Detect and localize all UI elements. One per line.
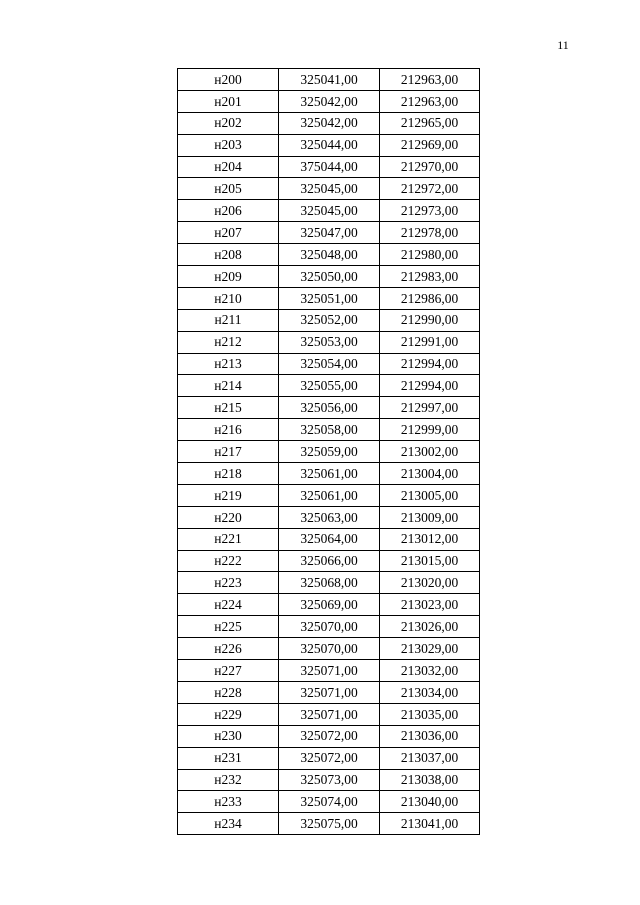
table-row xyxy=(178,791,480,813)
table-row xyxy=(178,463,480,485)
point-id-cell: н213 xyxy=(178,353,279,375)
table-row xyxy=(178,178,480,200)
x-coordinate-cell: 325071,00 xyxy=(279,660,380,682)
table-row xyxy=(178,244,480,266)
coordinates-table-body xyxy=(178,69,480,835)
point-id-cell: н212 xyxy=(178,331,279,353)
table-row xyxy=(178,506,480,528)
x-coordinate-cell: 325048,00 xyxy=(279,244,380,266)
point-id-cell: н224 xyxy=(178,594,279,616)
x-coordinate-cell: 325066,00 xyxy=(279,550,380,572)
y-coordinate-cell: 213015,00 xyxy=(380,550,480,572)
y-coordinate-cell: 212994,00 xyxy=(380,353,480,375)
y-coordinate-cell: 212970,00 xyxy=(380,156,480,178)
table-row xyxy=(178,594,480,616)
y-coordinate-cell: 212965,00 xyxy=(380,112,480,134)
x-coordinate-cell: 325041,00 xyxy=(279,69,380,91)
point-id-cell: н214 xyxy=(178,375,279,397)
table-row xyxy=(178,419,480,441)
x-coordinate-cell: 325042,00 xyxy=(279,90,380,112)
y-coordinate-cell: 213023,00 xyxy=(380,594,480,616)
point-id-cell: н209 xyxy=(178,266,279,288)
x-coordinate-cell: 325072,00 xyxy=(279,747,380,769)
y-coordinate-cell: 212969,00 xyxy=(380,134,480,156)
y-coordinate-cell: 213002,00 xyxy=(380,441,480,463)
x-coordinate-cell: 325054,00 xyxy=(279,353,380,375)
point-id-cell: н200 xyxy=(178,69,279,91)
y-coordinate-cell: 213009,00 xyxy=(380,506,480,528)
table-row xyxy=(178,287,480,309)
y-coordinate-cell: 212972,00 xyxy=(380,178,480,200)
y-coordinate-cell: 213035,00 xyxy=(380,703,480,725)
y-coordinate-cell: 212973,00 xyxy=(380,200,480,222)
y-coordinate-cell: 213032,00 xyxy=(380,660,480,682)
point-id-cell: н226 xyxy=(178,638,279,660)
x-coordinate-cell: 325070,00 xyxy=(279,616,380,638)
table-row xyxy=(178,266,480,288)
point-id-cell: н211 xyxy=(178,309,279,331)
x-coordinate-cell: 375044,00 xyxy=(279,156,380,178)
table-row xyxy=(178,69,480,91)
x-coordinate-cell: 325073,00 xyxy=(279,769,380,791)
table-row xyxy=(178,725,480,747)
point-id-cell: н201 xyxy=(178,90,279,112)
x-coordinate-cell: 325044,00 xyxy=(279,134,380,156)
table-row xyxy=(178,484,480,506)
point-id-cell: н232 xyxy=(178,769,279,791)
point-id-cell: н229 xyxy=(178,703,279,725)
y-coordinate-cell: 213040,00 xyxy=(380,791,480,813)
x-coordinate-cell: 325069,00 xyxy=(279,594,380,616)
table-row xyxy=(178,813,480,835)
x-coordinate-cell: 325075,00 xyxy=(279,813,380,835)
x-coordinate-cell: 325052,00 xyxy=(279,309,380,331)
table-row xyxy=(178,616,480,638)
table-row xyxy=(178,550,480,572)
point-id-cell: н215 xyxy=(178,397,279,419)
coordinates-table xyxy=(177,68,480,835)
table-row xyxy=(178,397,480,419)
x-coordinate-cell: 325056,00 xyxy=(279,397,380,419)
y-coordinate-cell: 213004,00 xyxy=(380,463,480,485)
table-row xyxy=(178,528,480,550)
point-id-cell: н203 xyxy=(178,134,279,156)
point-id-cell: н204 xyxy=(178,156,279,178)
table-row xyxy=(178,703,480,725)
point-id-cell: н227 xyxy=(178,660,279,682)
point-id-cell: н225 xyxy=(178,616,279,638)
y-coordinate-cell: 212978,00 xyxy=(380,222,480,244)
y-coordinate-cell: 212994,00 xyxy=(380,375,480,397)
point-id-cell: н216 xyxy=(178,419,279,441)
point-id-cell: н210 xyxy=(178,287,279,309)
y-coordinate-cell: 212980,00 xyxy=(380,244,480,266)
x-coordinate-cell: 325072,00 xyxy=(279,725,380,747)
y-coordinate-cell: 213037,00 xyxy=(380,747,480,769)
point-id-cell: н208 xyxy=(178,244,279,266)
x-coordinate-cell: 325045,00 xyxy=(279,178,380,200)
y-coordinate-cell: 212986,00 xyxy=(380,287,480,309)
x-coordinate-cell: 325068,00 xyxy=(279,572,380,594)
x-coordinate-cell: 325061,00 xyxy=(279,484,380,506)
point-id-cell: н219 xyxy=(178,484,279,506)
x-coordinate-cell: 325071,00 xyxy=(279,703,380,725)
x-coordinate-cell: 325045,00 xyxy=(279,200,380,222)
x-coordinate-cell: 325050,00 xyxy=(279,266,380,288)
y-coordinate-cell: 212983,00 xyxy=(380,266,480,288)
table-row xyxy=(178,769,480,791)
x-coordinate-cell: 325064,00 xyxy=(279,528,380,550)
x-coordinate-cell: 325053,00 xyxy=(279,331,380,353)
y-coordinate-cell: 213029,00 xyxy=(380,638,480,660)
table-row xyxy=(178,112,480,134)
y-coordinate-cell: 213026,00 xyxy=(380,616,480,638)
table-row xyxy=(178,681,480,703)
table-row xyxy=(178,134,480,156)
y-coordinate-cell: 213005,00 xyxy=(380,484,480,506)
point-id-cell: н234 xyxy=(178,813,279,835)
table-row xyxy=(178,200,480,222)
x-coordinate-cell: 325071,00 xyxy=(279,681,380,703)
table-row xyxy=(178,660,480,682)
point-id-cell: н230 xyxy=(178,725,279,747)
y-coordinate-cell: 213041,00 xyxy=(380,813,480,835)
table-row xyxy=(178,90,480,112)
y-coordinate-cell: 212997,00 xyxy=(380,397,480,419)
x-coordinate-cell: 325074,00 xyxy=(279,791,380,813)
x-coordinate-cell: 325051,00 xyxy=(279,287,380,309)
y-coordinate-cell: 213034,00 xyxy=(380,681,480,703)
y-coordinate-cell: 212991,00 xyxy=(380,331,480,353)
point-id-cell: н220 xyxy=(178,506,279,528)
x-coordinate-cell: 325058,00 xyxy=(279,419,380,441)
x-coordinate-cell: 325063,00 xyxy=(279,506,380,528)
table-row xyxy=(178,331,480,353)
table-row xyxy=(178,441,480,463)
table-row xyxy=(178,638,480,660)
point-id-cell: н222 xyxy=(178,550,279,572)
y-coordinate-cell: 213012,00 xyxy=(380,528,480,550)
table-row xyxy=(178,572,480,594)
table-row xyxy=(178,353,480,375)
point-id-cell: н228 xyxy=(178,681,279,703)
table-row xyxy=(178,309,480,331)
point-id-cell: н205 xyxy=(178,178,279,200)
point-id-cell: н217 xyxy=(178,441,279,463)
y-coordinate-cell: 212990,00 xyxy=(380,309,480,331)
y-coordinate-cell: 213038,00 xyxy=(380,769,480,791)
y-coordinate-cell: 212963,00 xyxy=(380,69,480,91)
point-id-cell: н223 xyxy=(178,572,279,594)
x-coordinate-cell: 325070,00 xyxy=(279,638,380,660)
point-id-cell: н218 xyxy=(178,463,279,485)
x-coordinate-cell: 325055,00 xyxy=(279,375,380,397)
point-id-cell: н206 xyxy=(178,200,279,222)
table-row xyxy=(178,156,480,178)
x-coordinate-cell: 325047,00 xyxy=(279,222,380,244)
point-id-cell: н231 xyxy=(178,747,279,769)
point-id-cell: н233 xyxy=(178,791,279,813)
x-coordinate-cell: 325061,00 xyxy=(279,463,380,485)
page-number: 11 xyxy=(557,38,569,52)
table-row xyxy=(178,222,480,244)
point-id-cell: н207 xyxy=(178,222,279,244)
x-coordinate-cell: 325042,00 xyxy=(279,112,380,134)
point-id-cell: н202 xyxy=(178,112,279,134)
point-id-cell: н221 xyxy=(178,528,279,550)
x-coordinate-cell: 325059,00 xyxy=(279,441,380,463)
y-coordinate-cell: 212999,00 xyxy=(380,419,480,441)
table-row xyxy=(178,375,480,397)
y-coordinate-cell: 212963,00 xyxy=(380,90,480,112)
table-row xyxy=(178,747,480,769)
y-coordinate-cell: 213036,00 xyxy=(380,725,480,747)
y-coordinate-cell: 213020,00 xyxy=(380,572,480,594)
